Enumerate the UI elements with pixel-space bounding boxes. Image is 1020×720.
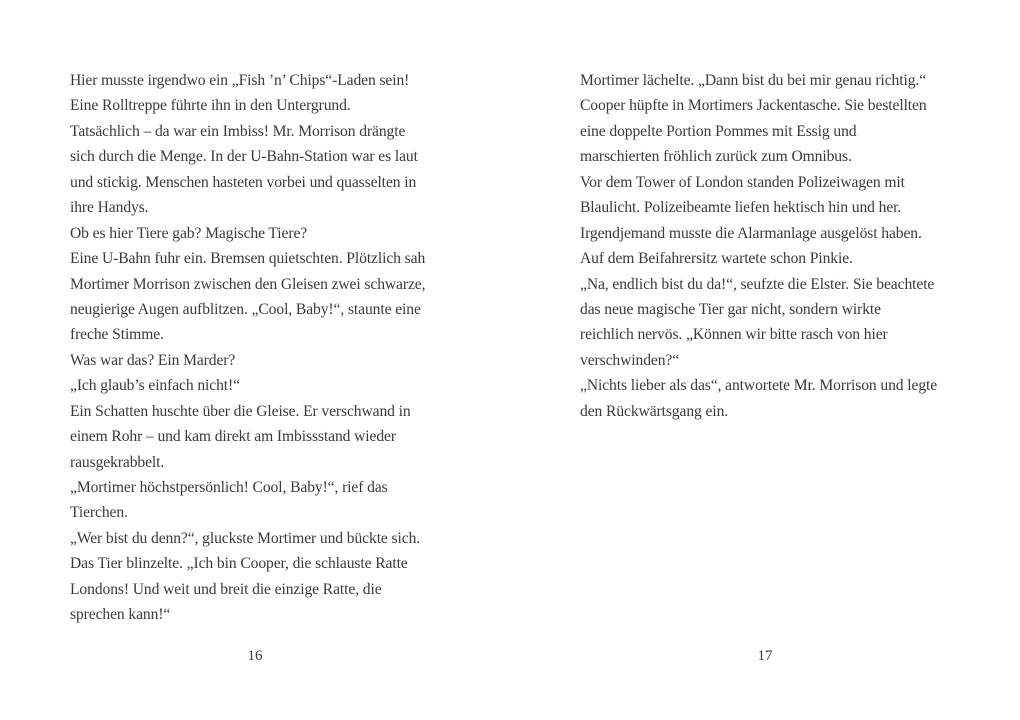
page-number-left: 16 bbox=[247, 648, 263, 664]
text-line: verschwinden?“ bbox=[580, 351, 680, 369]
text-line: das neue magische Tier gar nicht, sondern wirkte bbox=[580, 300, 881, 318]
text-line: neugierige Augen aufblitzen. „Cool, Baby!“, staunte eine bbox=[70, 300, 421, 318]
page-number-right: 17 bbox=[757, 648, 773, 664]
text-line: Blaulicht. Polizeibeamte liefen hektisch hin und her. bbox=[580, 199, 902, 217]
text-line: Ob es hier Tiere gab? Magische Tiere? bbox=[70, 224, 308, 242]
text-line: Ein Schatten huschte über die Gleise. Er verschwand in bbox=[70, 402, 411, 420]
text-line: „Na, endlich bist du da!“, seufzte die Elster. Sie beachtete bbox=[580, 275, 935, 293]
text-line: „Mortimer höchstpersönlich! Cool, Baby!“, rief das bbox=[70, 479, 388, 496]
text-line: einem Rohr – und kam direkt am Imbissstand wieder bbox=[70, 428, 396, 446]
text-line: Eine U-Bahn fuhr ein. Bremsen quietschten. Plötzlich sah bbox=[70, 250, 426, 268]
text-line: Was war das? Ein Marder? bbox=[70, 351, 236, 369]
text-line: sich durch die Menge. In der U-Bahn-Station war es laut bbox=[70, 148, 418, 166]
text-line: „Wer bist du denn?“, gluckste Mortimer und bückte sich. bbox=[70, 529, 421, 547]
text-line: Das Tier blinzelte. „Ich bin Cooper, die schlauste Ratte bbox=[70, 555, 408, 573]
text-line: rausgekrabbelt. bbox=[70, 453, 165, 471]
text-line: freche Stimme. bbox=[70, 326, 164, 344]
text-line: den Rückwärtsgang ein. bbox=[580, 402, 729, 420]
text-line: Londons! Und weit und breit die einzige Ratte, die bbox=[70, 580, 382, 598]
text-line: Cooper hüpfte in Mortimers Jackentasche. Sie bestellten bbox=[580, 97, 927, 115]
text-line: Eine Rolltreppe führte ihn in den Untergrund. bbox=[70, 97, 351, 115]
text-line: sprechen kann!“ bbox=[70, 606, 171, 624]
text-line: Mortimer lächelte. „Dann bist du bei mir genau richtig.“ bbox=[580, 72, 927, 89]
text-line: Auf dem Beifahrersitz wartete schon Pinkie. bbox=[580, 250, 853, 268]
text-line: „Nichts lieber als das“, antwortete Mr. Morrison und legte bbox=[580, 377, 938, 395]
text-line: Tatsächlich – da war ein Imbiss! Mr. Morrison drängte bbox=[70, 122, 406, 140]
text-line: reichlich nervös. „Können wir bitte rasch von hier bbox=[580, 326, 888, 344]
text-line: und stickig. Menschen hasteten vorbei und quasselten in bbox=[70, 173, 417, 191]
text-line: Mortimer Morrison zwischen den Gleisen zwei schwarze, bbox=[70, 275, 426, 293]
text-line: eine doppelte Portion Pommes mit Essig und bbox=[580, 122, 857, 140]
text-line: Irgendjemand musste die Alarmanlage ausgelöst haben. bbox=[580, 224, 922, 242]
text-line: ihre Handys. bbox=[70, 199, 149, 217]
left-page-text bbox=[70, 68, 470, 628]
text-line: Tierchen. bbox=[70, 504, 128, 522]
text-line: marschierten fröhlich zurück zum Omnibus. bbox=[580, 148, 852, 166]
right-page-text bbox=[580, 68, 980, 424]
text-line: Hier musste irgendwo ein „Fish ’n’ Chips“-Laden sein! bbox=[70, 72, 410, 89]
text-line: Vor dem Tower of London standen Polizeiwagen mit bbox=[580, 173, 905, 191]
text-line: „Ich glaub’s einfach nicht!“ bbox=[70, 377, 240, 395]
